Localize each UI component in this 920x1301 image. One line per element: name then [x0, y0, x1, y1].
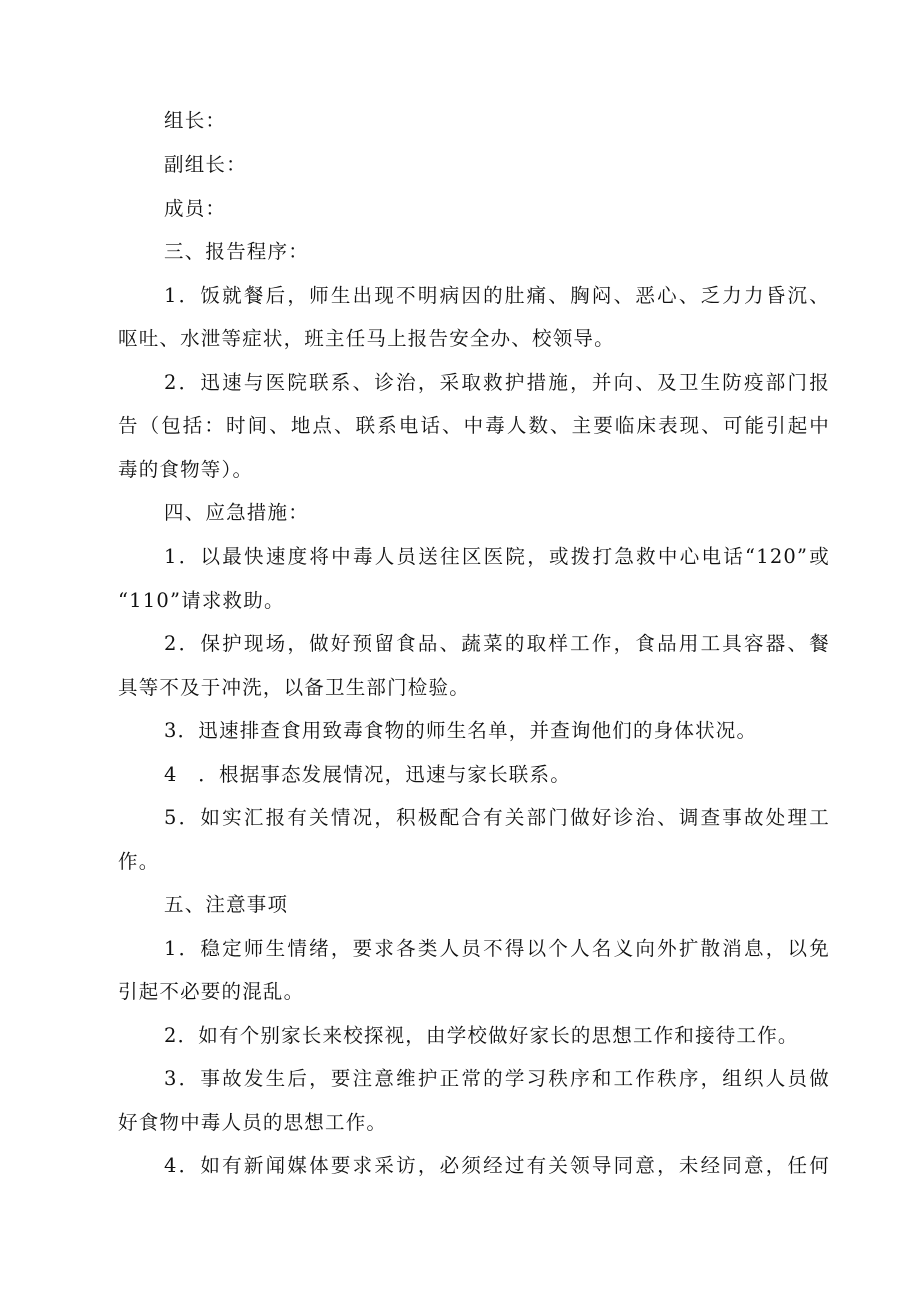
paragraph-line: 具等不及于冲洗，以备卫生部门检验。 [118, 676, 470, 699]
section-heading-report-procedure: 三、报告程序： [164, 240, 309, 263]
heading-deputy-leader: 副组长： [164, 153, 247, 176]
heading-group-leader: 组长： [164, 109, 227, 132]
paragraph-line: 4．如有新闻媒体要求采访，必须经过有关领导同意，未经同意，任何 [164, 1154, 830, 1177]
paragraph-line: “110”请求救助。 [118, 589, 285, 612]
paragraph-line: 2．迅速与医院联系、诊治，采取救护措施，并向、及卫生防疫部门报 [164, 371, 830, 394]
paragraph-line: 好食物中毒人员的思想工作。 [118, 1111, 388, 1134]
paragraph-line: 引起不必要的混乱。 [118, 980, 305, 1003]
paragraph-line: 2．保护现场，做好预留食品、蔬菜的取样工作，食品用工具容器、餐 [164, 632, 830, 655]
paragraph-line: 3．事故发生后，要注意维护正常的学习秩序和工作秩序，组织人员做 [164, 1067, 830, 1090]
paragraph-line: 毒的食物等）。 [118, 458, 254, 481]
paragraph-line: 4 ．根据事态发展情况，迅速与家长联系。 [164, 763, 571, 786]
paragraph-line: 作。 [118, 850, 160, 873]
paragraph-line: 5．如实汇报有关情况，积极配合有关部门做好诊治、调查事故处理工 [164, 806, 830, 829]
paragraph-line: 1．以最快速度将中毒人员送往区医院，或拨打急救中心电话“120”或 [164, 545, 830, 568]
paragraph-line: 1．稳定师生情绪，要求各类人员不得以个人名义向外扩散消息，以免 [164, 937, 830, 960]
paragraph-line: 3．迅速排查食用致毒食物的师生名单，并查询他们的身体状况。 [164, 719, 758, 742]
section-heading-emergency-measures: 四、应急措施： [164, 501, 309, 524]
section-heading-notes: 五、注意事项 [164, 893, 289, 916]
heading-members: 成员： [164, 197, 227, 220]
paragraph-line: 1．饭就餐后，师生出现不明病因的肚痛、胸闷、恶心、乏力力昏沉、 [164, 284, 830, 307]
paragraph-line: 告（包括：时间、地点、联系电话、中毒人数、主要临床表现、可能引起中 [118, 414, 830, 437]
paragraph-line: 2．如有个别家长来校探视，由学校做好家长的思想工作和接待工作。 [164, 1024, 799, 1047]
paragraph-line: 呕吐、水泄等症状，班主任马上报告安全办、校领导。 [118, 327, 615, 350]
